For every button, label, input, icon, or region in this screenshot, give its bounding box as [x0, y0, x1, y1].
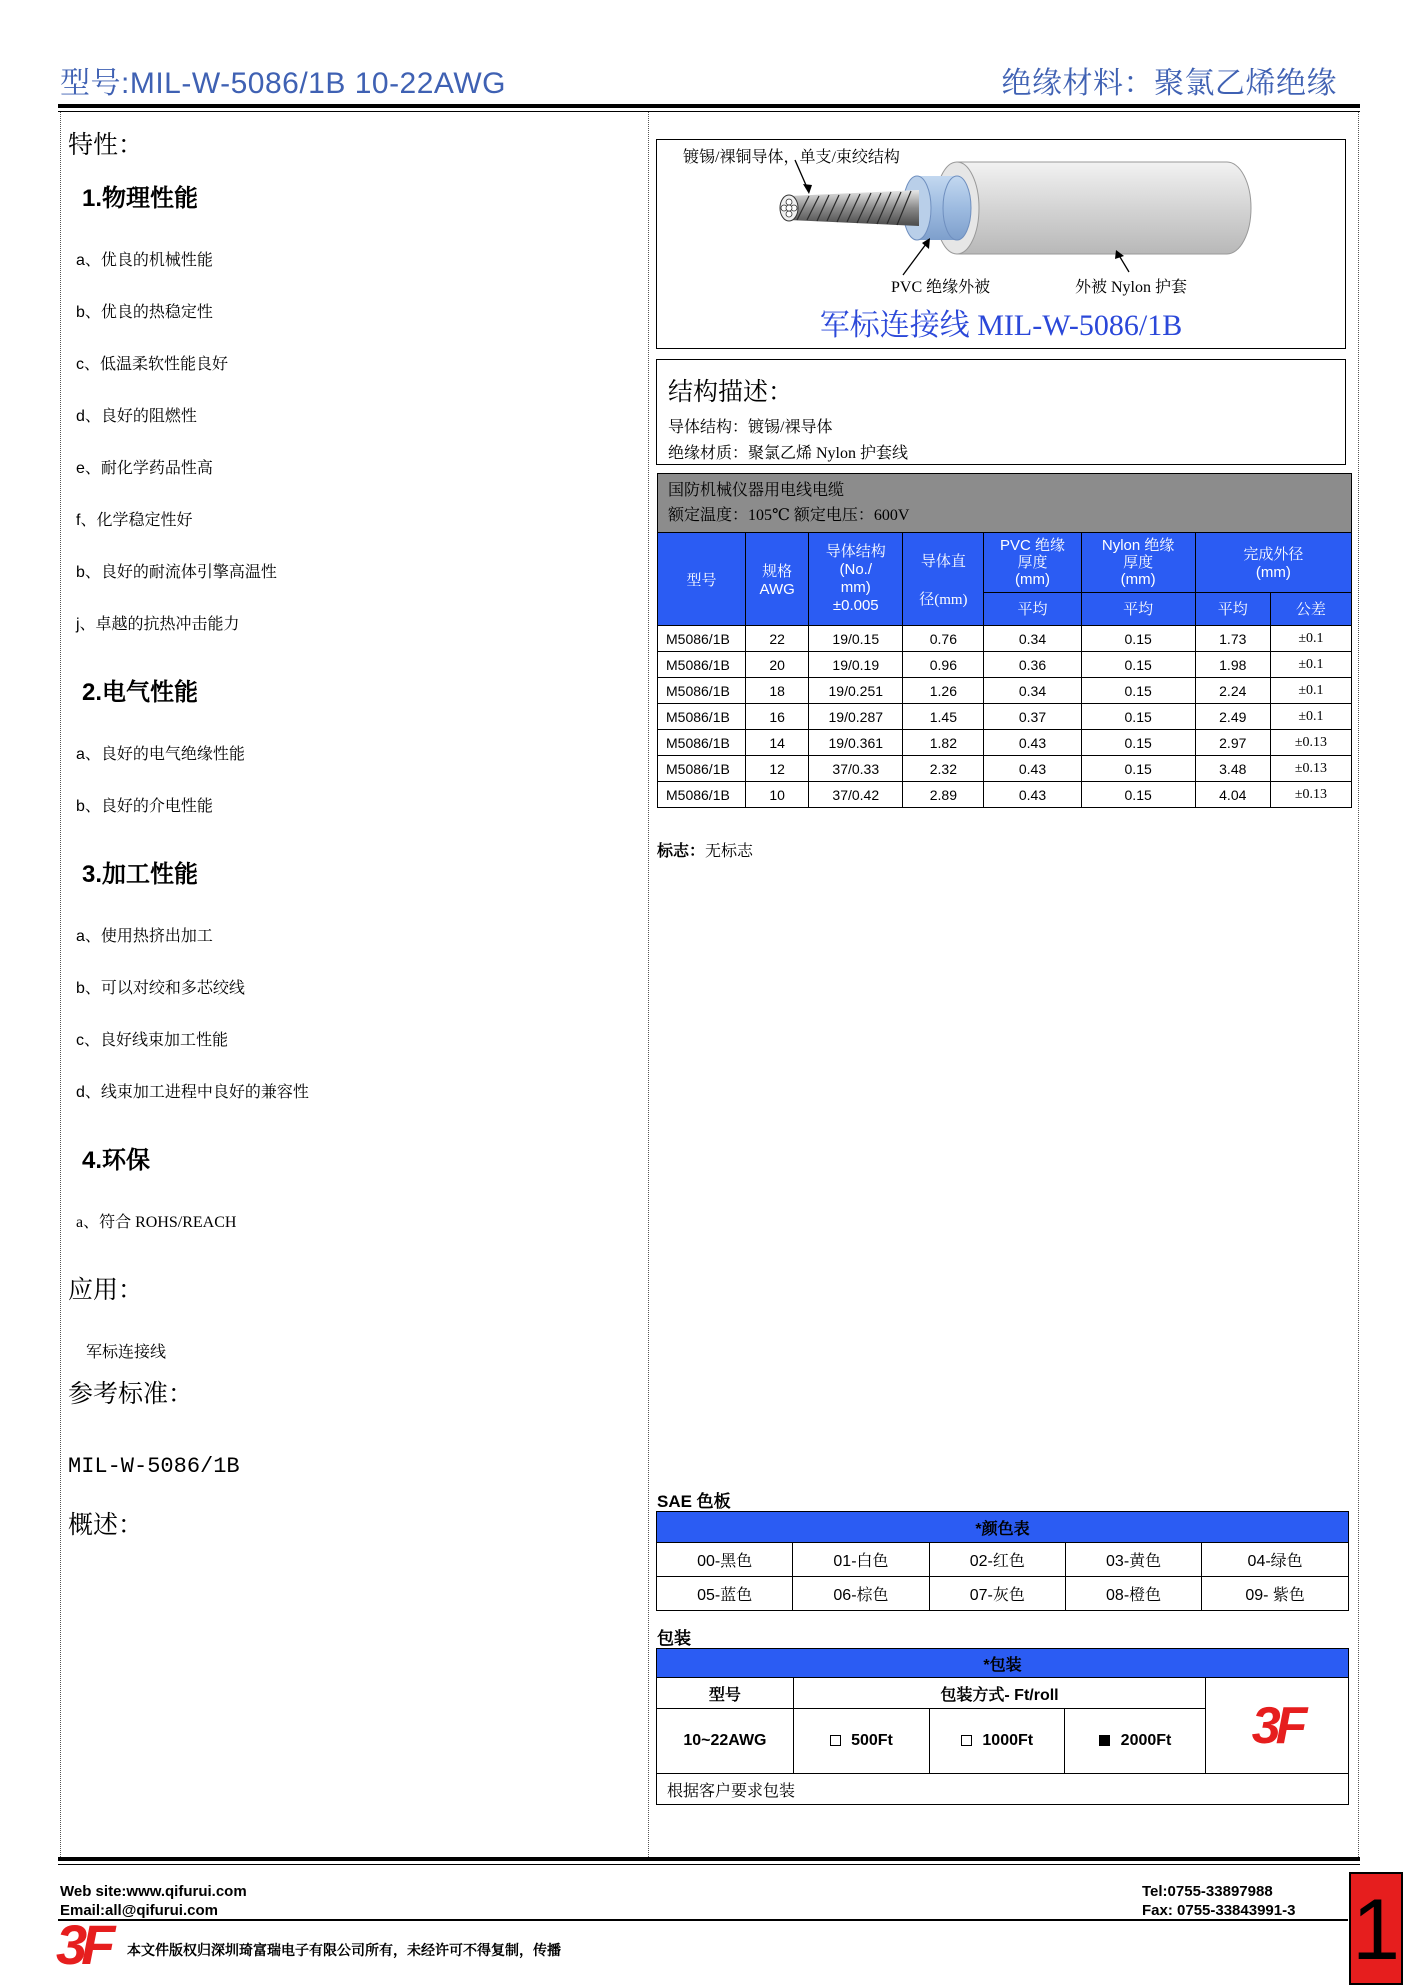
- spec-cell: 2.89: [903, 782, 984, 808]
- th-pvc: PVC 绝缘 厚度 (mm): [984, 533, 1081, 593]
- pack-option-label: 1000Ft: [982, 1732, 1034, 1749]
- th-nylon-avg: 平均: [1081, 592, 1195, 625]
- processing-item: c、良好线束加工性能: [76, 1032, 229, 1049]
- color-row: [657, 1543, 1349, 1577]
- spec-cell: 0.43: [984, 730, 1081, 756]
- checkbox-icon[interactable]: [961, 1735, 972, 1746]
- spec-cell: M5086/1B: [658, 782, 746, 808]
- spec-cell: 1.98: [1195, 652, 1270, 678]
- footer-tel: Tel:0755-33897988: [1142, 1883, 1273, 1900]
- header-rule: [58, 104, 1360, 108]
- marking-label: 标志：: [657, 843, 706, 860]
- frame-right-border: [1358, 112, 1359, 1857]
- footer-email[interactable]: Email:all@qifurui.com: [60, 1902, 218, 1919]
- spec-cell: 2.24: [1195, 678, 1270, 704]
- spec-cell: 20: [746, 652, 809, 678]
- processing-item: b、可以对绞和多芯绞线: [76, 980, 245, 997]
- electrical-item: a、良好的电气绝缘性能: [76, 746, 245, 763]
- spec-row: [658, 678, 1352, 704]
- spec-cell: M5086/1B: [658, 704, 746, 730]
- packaging-table: [656, 1648, 1349, 1805]
- color-cell: 03-黄色: [1065, 1543, 1201, 1577]
- spec-cell: 19/0.19: [809, 652, 903, 678]
- physical-item: f、化学稳定性好: [76, 512, 193, 529]
- spec-cell: 16: [746, 704, 809, 730]
- spec-cell: 2.49: [1195, 704, 1270, 730]
- physical-item: b、优良的热稳定性: [76, 304, 213, 321]
- electrical-title: 2.电气性能: [82, 679, 199, 706]
- conductor-label: 镀锡/裸铜导体，单支/束绞结构: [683, 149, 900, 166]
- marking-row: [657, 838, 753, 861]
- material-title: 绝缘材料：聚氯乙烯绝缘: [1001, 67, 1337, 100]
- physical-item: j、卓越的抗热冲击能力: [76, 616, 240, 633]
- spec-cell: 19/0.361: [809, 730, 903, 756]
- header-rule-thin: [58, 111, 1360, 112]
- spec-cell: 19/0.251: [809, 678, 903, 704]
- color-row: [657, 1577, 1349, 1611]
- 3f-logo: 3F: [1251, 1696, 1303, 1755]
- spec-cell: 2.32: [903, 756, 984, 782]
- spec-cell: 0.15: [1081, 782, 1195, 808]
- spec-row: [658, 626, 1352, 652]
- spec-cell: 0.34: [984, 678, 1081, 704]
- sae-title: SAE 色板: [657, 1492, 731, 1511]
- physical-item: e、耐化学药品性高: [76, 460, 213, 477]
- footer-rule-thin: [58, 1864, 1360, 1865]
- spec-cell: 0.15: [1081, 730, 1195, 756]
- processing-title: 3.加工性能: [82, 861, 199, 888]
- physical-item: a、优良的机械性能: [76, 252, 213, 269]
- spec-row: [658, 756, 1352, 782]
- th-conductor: 导体结构 (No./ mm) ±0.005: [809, 533, 903, 626]
- footer-website[interactable]: Web site:www.qifurui.com: [60, 1883, 247, 1900]
- physical-item: d、良好的阻燃性: [76, 408, 197, 425]
- color-cell: 09- 紫色: [1202, 1577, 1349, 1611]
- cable-caption: 军标连接线 MIL-W-5086/1B: [819, 309, 1183, 342]
- th-od: 完成外径 (mm): [1195, 533, 1351, 593]
- spec-cell: 10: [746, 782, 809, 808]
- page-number-box: [1349, 1872, 1403, 1985]
- spec-cell: M5086/1B: [658, 730, 746, 756]
- packaging-header: *包装: [657, 1649, 1349, 1678]
- th-pvc-avg: 平均: [984, 592, 1081, 625]
- electrical-item: b、良好的介电性能: [76, 798, 213, 815]
- spec-rating: 额定温度：105℃ 额定电压：600V: [668, 507, 910, 524]
- spec-cell: 2.97: [1195, 730, 1270, 756]
- application-text: 军标连接线: [86, 1344, 167, 1361]
- spec-cell: 12: [746, 756, 809, 782]
- spec-row: [658, 704, 1352, 730]
- spec-cell: 1.26: [903, 678, 984, 704]
- frame-column-divider: [648, 112, 649, 1857]
- marking-value: 无标志: [705, 843, 754, 860]
- pack-note: 根据客户要求包装: [657, 1774, 1349, 1805]
- features-title: 特性：: [68, 131, 144, 159]
- spec-row: [658, 782, 1352, 808]
- spec-cell: 3.48: [1195, 756, 1270, 782]
- structure-title: 结构描述：: [668, 378, 794, 406]
- spec-cell: 0.43: [984, 756, 1081, 782]
- spec-cell: ±0.1: [1270, 626, 1351, 652]
- standard-title: 参考标准：: [68, 1380, 194, 1408]
- spec-cell: 18: [746, 678, 809, 704]
- spec-cell: ±0.1: [1270, 652, 1351, 678]
- application-title: 应用：: [68, 1276, 144, 1304]
- model-title: 型号:MIL-W-5086/1B 10-22AWG: [60, 67, 506, 100]
- pvc-label: PVC 绝缘外被: [891, 279, 991, 296]
- pack-col-method: 包装方式- Ft/roll: [793, 1678, 1205, 1709]
- spec-cell: ±0.1: [1270, 704, 1351, 730]
- environment-title: 4.环保: [82, 1147, 151, 1174]
- footer-3f-logo: 3F: [56, 1913, 110, 1976]
- pack-logo-cell: [1206, 1678, 1349, 1774]
- spec-body: [658, 626, 1352, 808]
- spec-cell: 0.36: [984, 652, 1081, 678]
- spec-cell: 1.73: [1195, 626, 1270, 652]
- th-diameter: 导体直 径(mm): [903, 533, 984, 626]
- spec-cell: 0.15: [1081, 678, 1195, 704]
- spec-cell: 37/0.42: [809, 782, 903, 808]
- color-table-header: *颜色表: [657, 1512, 1349, 1543]
- spec-cell: M5086/1B: [658, 678, 746, 704]
- color-cell: 04-绿色: [1202, 1543, 1349, 1577]
- spec-cell: M5086/1B: [658, 756, 746, 782]
- standard-text: MIL-W-5086/1B: [68, 1454, 240, 1479]
- spec-row: [658, 652, 1352, 678]
- spec-table: [657, 473, 1352, 808]
- spec-cell: ±0.13: [1270, 756, 1351, 782]
- spec-cell: 0.15: [1081, 652, 1195, 678]
- pack-option-2000[interactable]: [1065, 1709, 1206, 1774]
- spec-cell: 19/0.15: [809, 626, 903, 652]
- spec-cell: 0.15: [1081, 704, 1195, 730]
- footer-rule-lower: [58, 1919, 1348, 1921]
- spec-cell: 1.82: [903, 730, 984, 756]
- pack-col-model: 型号: [657, 1678, 794, 1709]
- spec-cell: 14: [746, 730, 809, 756]
- nylon-label: 外被 Nylon 护套: [1075, 279, 1188, 296]
- spec-cell: 0.34: [984, 626, 1081, 652]
- th-spec: 规格 AWG: [746, 533, 809, 626]
- spec-cell: 22: [746, 626, 809, 652]
- processing-item: d、线束加工进程中良好的兼容性: [76, 1084, 309, 1101]
- overview-title: 概述：: [68, 1511, 144, 1539]
- color-cell: 08-橙色: [1065, 1577, 1201, 1611]
- spec-cell: 0.43: [984, 782, 1081, 808]
- spec-cell: 4.04: [1195, 782, 1270, 808]
- spec-cell: 0.15: [1081, 626, 1195, 652]
- color-cell: 02-红色: [929, 1543, 1065, 1577]
- checkbox-icon[interactable]: [1099, 1735, 1110, 1746]
- color-cell: 05-蓝色: [657, 1577, 793, 1611]
- pack-option-500[interactable]: [793, 1709, 929, 1774]
- cable-diagram-box: [656, 139, 1346, 349]
- color-cell: 07-灰色: [929, 1577, 1065, 1611]
- pack-option-label: 500Ft: [851, 1732, 893, 1749]
- spec-cell: 1.45: [903, 704, 984, 730]
- spec-row: [658, 730, 1352, 756]
- physical-item: c、低温柔软性能良好: [76, 356, 229, 373]
- packaging-title: 包装: [657, 1629, 691, 1648]
- spec-cell: 0.76: [903, 626, 984, 652]
- th-od-avg: 平均: [1195, 592, 1270, 625]
- spec-title: 国防机械仪器用电线电缆: [668, 482, 845, 499]
- spec-cell: 19/0.287: [809, 704, 903, 730]
- spec-cell: ±0.1: [1270, 678, 1351, 704]
- color-cell: 00-黑色: [657, 1543, 793, 1577]
- spec-cell: M5086/1B: [658, 626, 746, 652]
- checkbox-icon[interactable]: [830, 1735, 841, 1746]
- color-table: [656, 1511, 1349, 1611]
- spec-cell: 0.96: [903, 652, 984, 678]
- spec-cell: 0.37: [984, 704, 1081, 730]
- footer-fax: Fax: 0755-33843991-3: [1142, 1902, 1296, 1919]
- spec-cell: 0.15: [1081, 756, 1195, 782]
- processing-item: a、使用热挤出加工: [76, 928, 213, 945]
- th-od-tol: 公差: [1270, 592, 1351, 625]
- spec-cell: M5086/1B: [658, 652, 746, 678]
- pack-option-1000[interactable]: [929, 1709, 1065, 1774]
- physical-title: 1.物理性能: [82, 185, 199, 212]
- color-body: [657, 1543, 1349, 1611]
- physical-item: b、良好的耐流体引擎高温性: [76, 564, 277, 581]
- structure-box: [656, 359, 1346, 465]
- spec-cell: ±0.13: [1270, 782, 1351, 808]
- footer-rule: [58, 1857, 1360, 1861]
- frame-left-border: [60, 112, 61, 1857]
- footer-copyright: 本文件版权归深圳琦富瑞电子有限公司所有，未经许可不得复制，传播: [127, 1942, 561, 1958]
- color-cell: 06-棕色: [793, 1577, 929, 1611]
- th-model: 型号: [658, 533, 746, 626]
- spec-cell: ±0.13: [1270, 730, 1351, 756]
- page-number: 1: [1352, 1882, 1400, 1978]
- color-cell: 01-白色: [793, 1543, 929, 1577]
- pack-model: 10~22AWG: [657, 1709, 794, 1774]
- structure-conductor: 导体结构：镀锡/裸导体: [668, 419, 833, 436]
- structure-insulation: 绝缘材质：聚氯乙烯 Nylon 护套线: [668, 445, 909, 462]
- environment-item: a、符合 ROHS/REACH: [76, 1214, 237, 1231]
- pack-option-label: 2000Ft: [1120, 1732, 1172, 1749]
- th-nylon: Nylon 绝缘 厚度 (mm): [1081, 533, 1195, 593]
- spec-cell: 37/0.33: [809, 756, 903, 782]
